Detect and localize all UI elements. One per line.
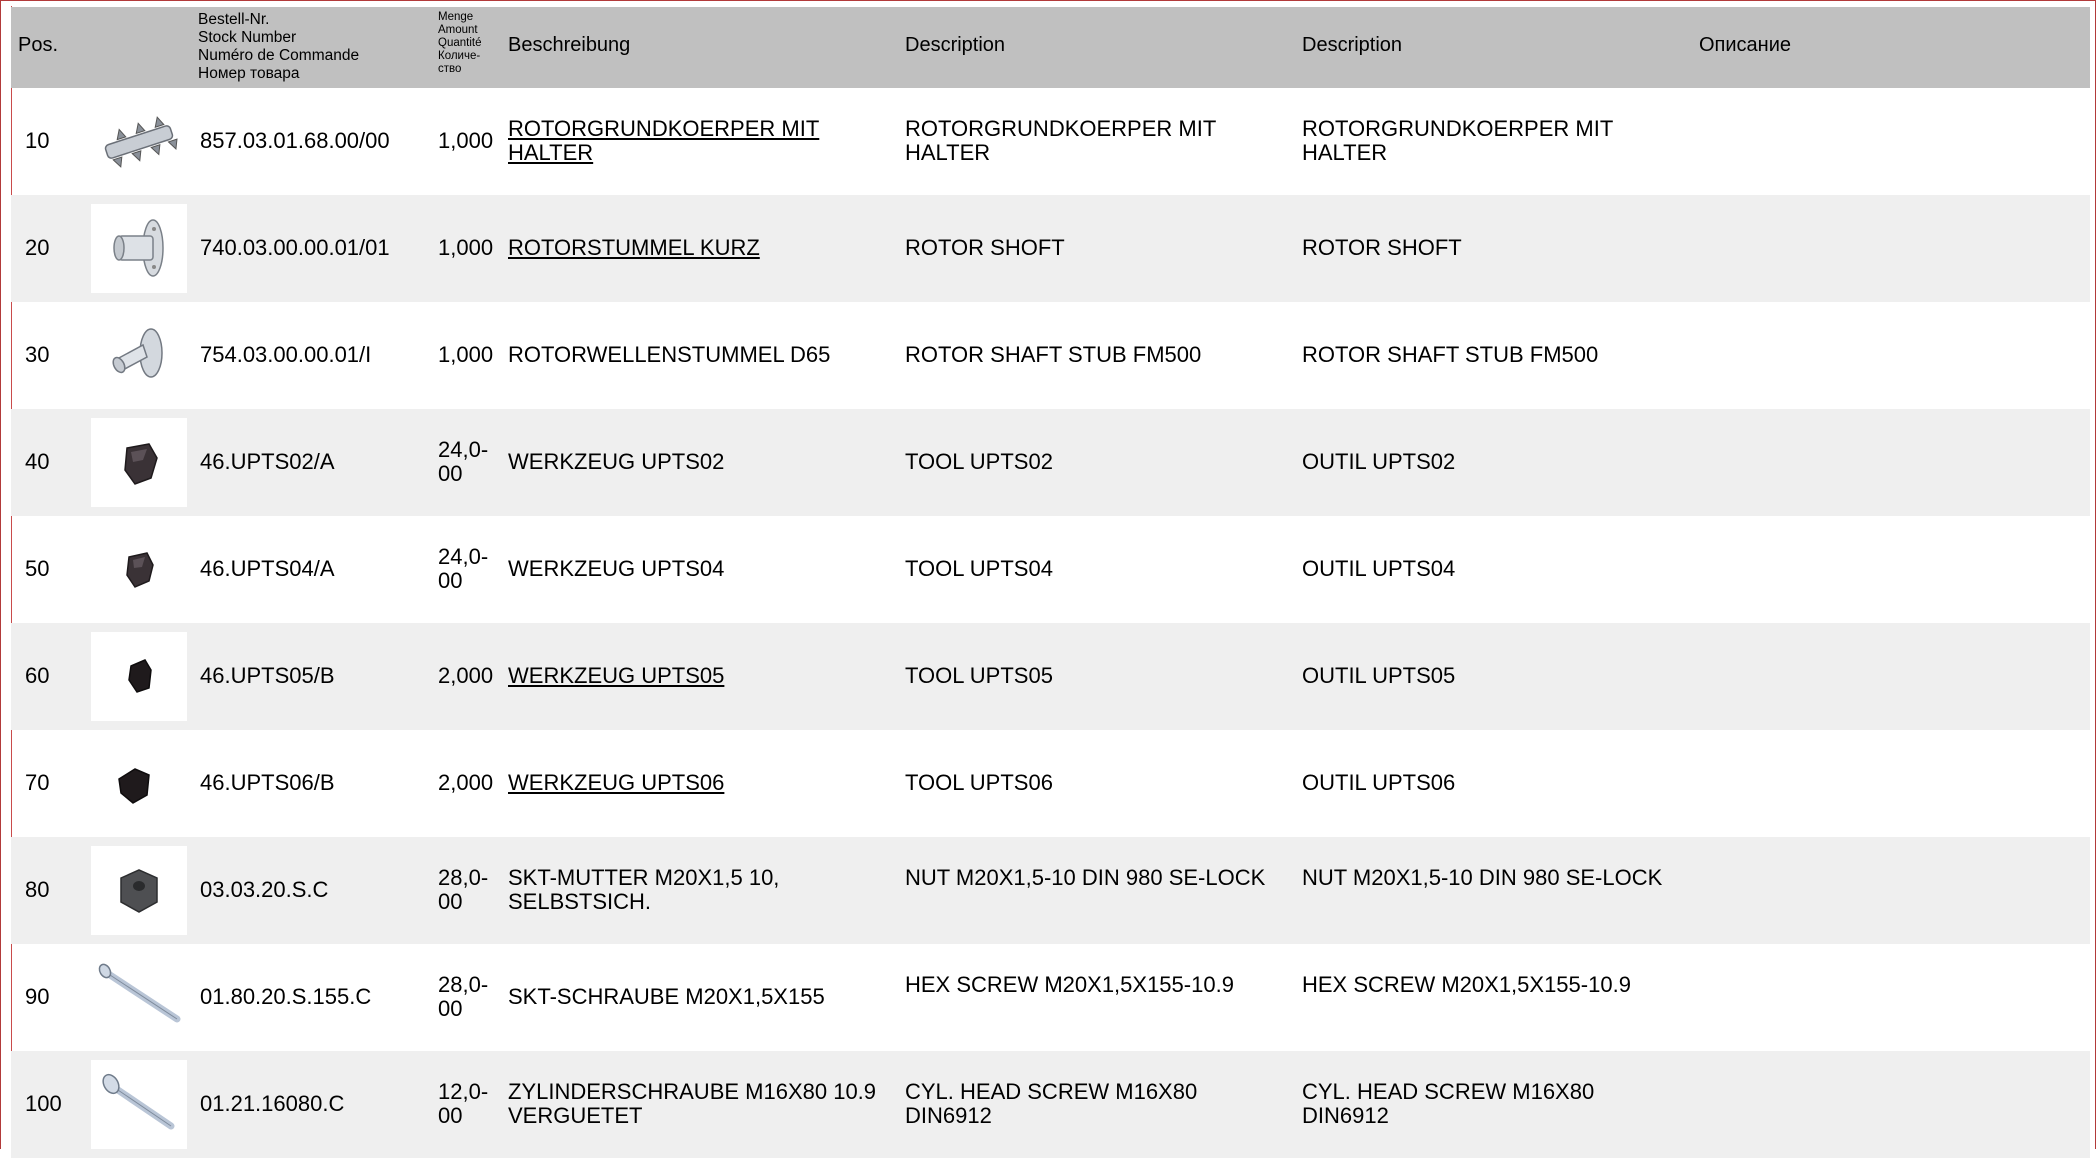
- table-header: [11, 7, 2090, 88]
- row-stock-number: 01.21.16080.C: [200, 1091, 345, 1116]
- tool-upts06-icon: [91, 739, 187, 828]
- header-stock-line: Bestell-Nr.: [198, 11, 270, 28]
- row-beschreibung-link[interactable]: ROTORSTUMMEL KURZ: [508, 235, 760, 260]
- table-row: [11, 302, 2090, 409]
- row-pos: 70: [25, 770, 50, 795]
- row-description-en: NUT M20X1,5-10 DIN 980 SE-LOCK: [905, 865, 1266, 890]
- row-description-en: ROTOR SHOFT: [905, 235, 1065, 260]
- row-description-fr: HEX SCREW M20X1,5X155-10.9: [1302, 972, 1631, 997]
- row-pos: 90: [25, 984, 50, 1009]
- table-row: [11, 730, 2090, 837]
- row-description-fr: ROTORGRUNDKOERPER MIT HALTER: [1302, 116, 1613, 165]
- qty-line: 28,0-: [438, 972, 489, 997]
- row-description-en: TOOL UPTS04: [905, 556, 1053, 581]
- row-beschreibung: ROTORWELLENSTUMMEL D65: [508, 342, 831, 367]
- row-beschreibung: SKT-SCHRAUBE M20X1,5X155: [508, 984, 825, 1009]
- qty-line: 00: [438, 461, 463, 486]
- table-row: [11, 88, 2090, 195]
- header-stock-line: Номер товара: [198, 65, 300, 82]
- header-qty-line: Menge: [438, 11, 474, 23]
- row-description-fr: NUT M20X1,5-10 DIN 980 SE-LOCK: [1302, 865, 1663, 890]
- row-pos: 10: [25, 128, 50, 153]
- table-row: [11, 944, 2090, 1051]
- header-qty-line: ство: [438, 63, 462, 75]
- row-description-fr: ROTOR SHOFT: [1302, 235, 1462, 260]
- qty-line: 12,0-: [438, 1079, 489, 1104]
- header-stock-line: Numéro de Commande: [198, 47, 360, 64]
- part-image: [91, 953, 187, 1042]
- row-quantity: [438, 545, 504, 593]
- header-quantity: [438, 11, 481, 76]
- row-stock-number: 46.UPTS02/A: [200, 449, 335, 474]
- row-description-fr: ROTOR SHAFT STUB FM500: [1302, 342, 1599, 367]
- header-description-en: Description: [905, 34, 1006, 56]
- part-image: [91, 632, 187, 721]
- rotor-shaft-stub-icon: [91, 311, 187, 400]
- row-beschreibung-link[interactable]: WERKZEUG UPTS06: [508, 770, 725, 795]
- header-pos: Pos.: [18, 34, 59, 56]
- table-row: [11, 195, 2090, 302]
- tool-upts04-icon: [91, 525, 187, 614]
- table-row: [11, 837, 2090, 944]
- qty-line: 00: [438, 568, 463, 593]
- row-quantity: [438, 866, 504, 914]
- row-stock-number: 01.80.20.S.155.C: [200, 984, 372, 1009]
- row-beschreibung: ZYLINDERSCHRAUBE M16X80 10.9 VERGUETET: [508, 1079, 877, 1128]
- row-pos: 80: [25, 877, 50, 902]
- row-description-fr: OUTIL UPTS04: [1302, 556, 1456, 581]
- rotor-stub-short-icon: [91, 204, 187, 293]
- header-qty-line: Amount: [438, 24, 478, 36]
- row-description-en: TOOL UPTS02: [905, 449, 1053, 474]
- row-beschreibung-link[interactable]: WERKZEUG UPTS05: [508, 663, 725, 688]
- header-stock-number: [198, 11, 359, 83]
- row-stock-number: 46.UPTS05/B: [200, 663, 335, 688]
- row-description-fr: OUTIL UPTS05: [1302, 663, 1456, 688]
- table-row: [11, 516, 2090, 623]
- row-stock-number: 857.03.01.68.00/00: [200, 128, 390, 153]
- row-description-en: CYL. HEAD SCREW M16X80 DIN6912: [905, 1079, 1198, 1128]
- row-description-en: ROTOR SHAFT STUB FM500: [905, 342, 1202, 367]
- row-stock-number: 754.03.00.00.01/I: [200, 342, 372, 367]
- row-description-en: TOOL UPTS05: [905, 663, 1053, 688]
- row-quantity: 1,000: [438, 342, 494, 367]
- parts-table-body: [11, 88, 2090, 1158]
- tool-upts02-icon: [91, 418, 187, 507]
- part-image: [91, 204, 187, 293]
- table-row: [11, 623, 2090, 730]
- header-qty-line: Количе-: [438, 50, 481, 62]
- header-stock-line: Stock Number: [198, 29, 297, 46]
- qty-line: 24,0-: [438, 437, 489, 462]
- row-description-fr: CYL. HEAD SCREW M16X80 DIN6912: [1302, 1079, 1595, 1128]
- row-pos: 40: [25, 449, 50, 474]
- part-image: [91, 739, 187, 828]
- part-image: [91, 846, 187, 935]
- row-pos: 60: [25, 663, 50, 688]
- table-row: [11, 1051, 2090, 1158]
- hex-screw-icon: [91, 953, 187, 1042]
- row-quantity: 1,000: [438, 235, 494, 260]
- row-quantity: 1,000: [438, 128, 494, 153]
- row-pos: 20: [25, 235, 50, 260]
- row-pos: 50: [25, 556, 50, 581]
- header-opisanie: Описание: [1699, 34, 1792, 56]
- row-pos: 30: [25, 342, 50, 367]
- part-image: [91, 525, 187, 614]
- tool-upts05-icon: [91, 632, 187, 721]
- table-row: [11, 409, 2090, 516]
- qty-line: 00: [438, 996, 463, 1021]
- row-quantity: [438, 1080, 504, 1128]
- hex-nut-icon: [91, 846, 187, 935]
- part-image: [91, 311, 187, 400]
- header-qty-line: Quantité: [438, 37, 482, 49]
- row-quantity: 2,000: [438, 770, 494, 795]
- row-beschreibung: WERKZEUG UPTS02: [508, 449, 725, 474]
- row-description-fr: OUTIL UPTS06: [1302, 770, 1456, 795]
- row-quantity: [438, 438, 504, 486]
- row-stock-number: 740.03.00.00.01/01: [200, 235, 390, 260]
- row-stock-number: 46.UPTS04/A: [200, 556, 335, 581]
- row-pos: 100: [25, 1091, 62, 1116]
- row-description-en: TOOL UPTS06: [905, 770, 1053, 795]
- row-beschreibung: SKT-MUTTER M20X1,5 10, SELBSTSICH.: [508, 865, 780, 914]
- row-description-fr: OUTIL UPTS02: [1302, 449, 1456, 474]
- row-quantity: 2,000: [438, 663, 494, 688]
- row-stock-number: 46.UPTS06/B: [200, 770, 335, 795]
- qty-line: 00: [438, 889, 463, 914]
- part-image: [91, 97, 187, 186]
- row-description-en: ROTORGRUNDKOERPER MIT HALTER: [905, 116, 1216, 165]
- qty-line: 28,0-: [438, 865, 489, 890]
- header-description-fr: Description: [1302, 34, 1403, 56]
- row-beschreibung-link[interactable]: ROTORGRUNDKOERPER MIT HALTER: [508, 116, 820, 165]
- row-quantity: [438, 973, 504, 1021]
- cylinder-head-screw-icon: [91, 1060, 187, 1149]
- qty-line: 24,0-: [438, 544, 489, 569]
- row-beschreibung: WERKZEUG UPTS04: [508, 556, 725, 581]
- part-image: [91, 1060, 187, 1149]
- header-beschreibung: Beschreibung: [508, 34, 631, 56]
- qty-line: 00: [438, 1103, 463, 1128]
- rotor-body-icon: [91, 97, 187, 186]
- row-stock-number: 03.03.20.S.C: [200, 877, 329, 902]
- part-image: [91, 418, 187, 507]
- row-description-en: HEX SCREW M20X1,5X155-10.9: [905, 972, 1234, 997]
